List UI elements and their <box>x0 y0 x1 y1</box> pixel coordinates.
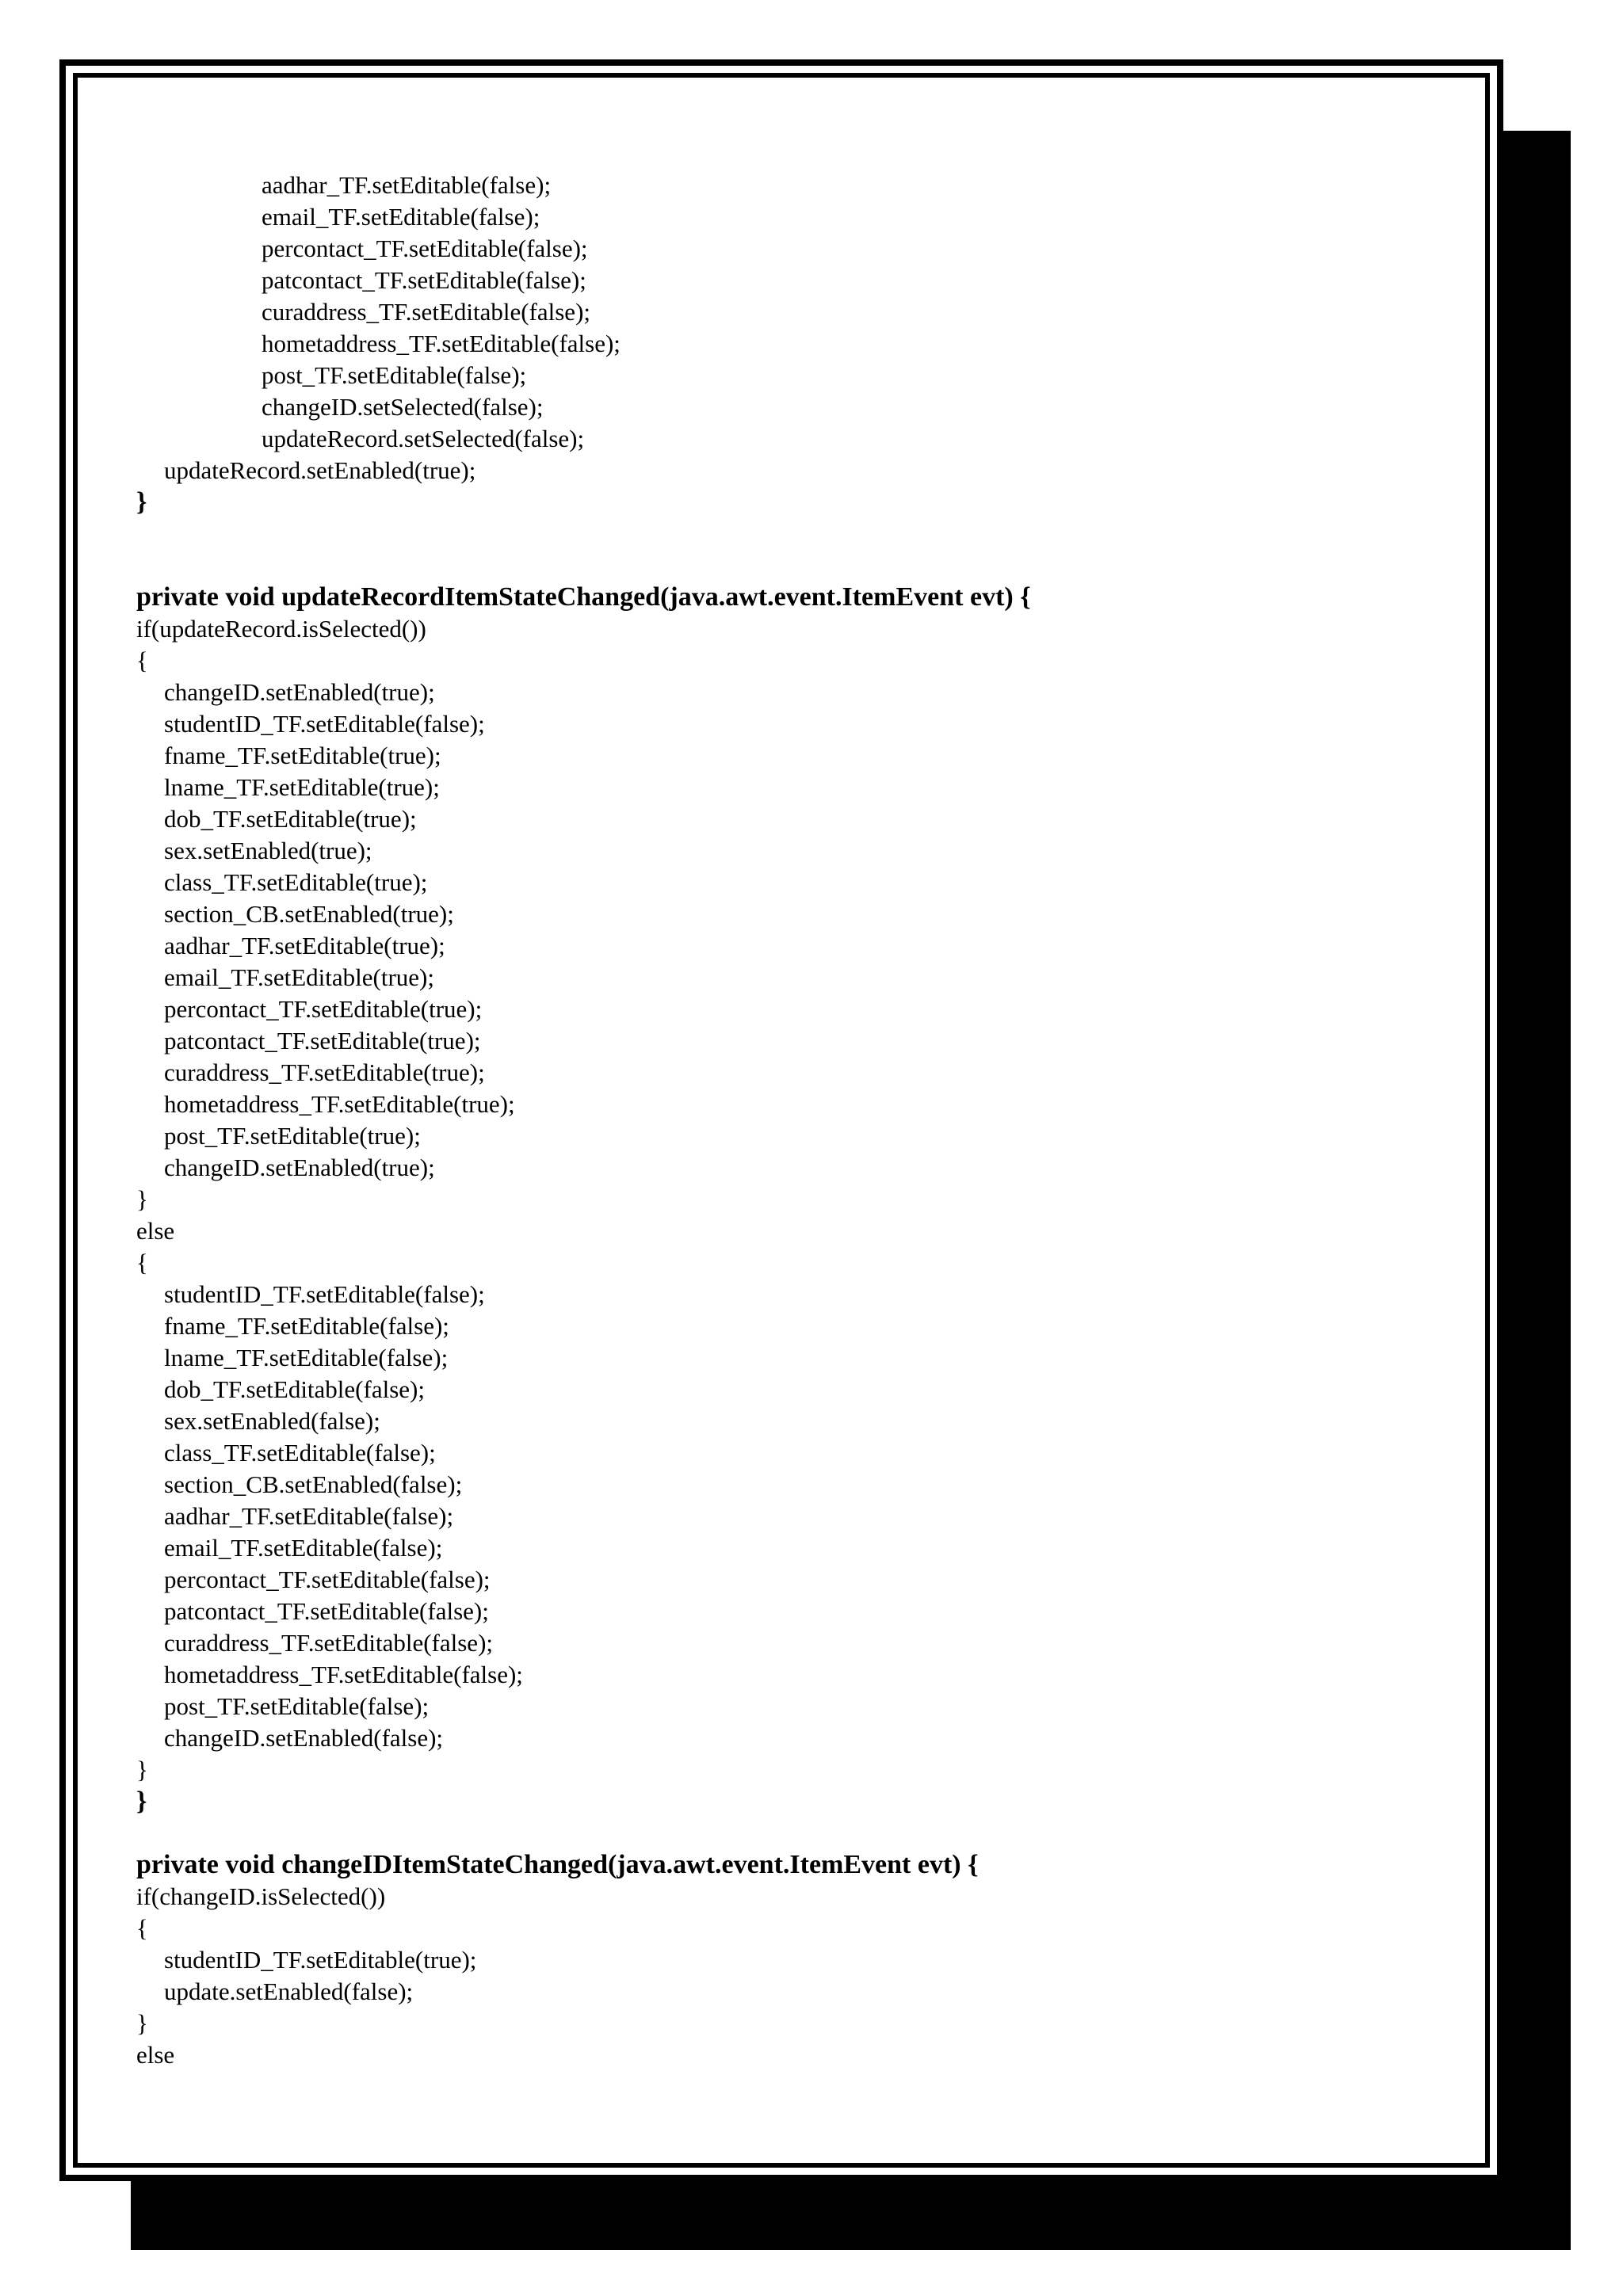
code-line: dob_TF.setEditable(true); <box>164 805 417 833</box>
code-line: patcontact_TF.setEditable(true); <box>164 1027 481 1055</box>
code-line: updateRecord.setSelected(false); <box>262 425 585 452</box>
code-line: else <box>136 1217 175 1245</box>
spacer <box>136 518 1468 582</box>
code-line: post_TF.setEditable(false); <box>262 361 527 389</box>
code-line: patcontact_TF.setEditable(false); <box>262 266 586 294</box>
code-line: email_TF.setEditable(false); <box>262 203 540 231</box>
code-line: section_CB.setEnabled(false); <box>164 1470 463 1498</box>
code-line: changeID.setSelected(false); <box>262 393 544 421</box>
code-line: curaddress_TF.setEditable(true); <box>164 1058 485 1086</box>
code-brace: } <box>136 2009 148 2037</box>
spacer <box>136 1817 1468 1849</box>
code-line: lname_TF.setEditable(false); <box>164 1344 449 1371</box>
code-line: changeID.setEnabled(true); <box>164 1154 435 1181</box>
code-line: hometaddress_TF.setEditable(false); <box>164 1661 523 1688</box>
code-line: class_TF.setEditable(true); <box>164 868 428 896</box>
code-line: changeID.setEnabled(true); <box>164 678 435 706</box>
code-line: changeID.setEnabled(false); <box>164 1724 444 1752</box>
code-line: studentID_TF.setEditable(true); <box>164 1946 477 1974</box>
code-line: percontact_TF.setEditable(false); <box>164 1566 491 1593</box>
method-signature: private void updateRecordItemStateChanged(java.awt.event.ItemEvent evt) { <box>136 582 1031 612</box>
code-line: hometaddress_TF.setEditable(true); <box>164 1090 515 1118</box>
code-line: percontact_TF.setEditable(false); <box>262 235 588 262</box>
code-line: email_TF.setEditable(false); <box>164 1534 443 1562</box>
code-brace: { <box>136 646 148 674</box>
code-listing <box>136 170 1468 2071</box>
code-line: curaddress_TF.setEditable(false); <box>262 298 591 326</box>
code-brace: } <box>136 1756 148 1783</box>
code-line: aadhar_TF.setEditable(true); <box>164 932 445 959</box>
code-line: class_TF.setEditable(false); <box>164 1439 436 1466</box>
code-line: sex.setEnabled(false); <box>164 1407 380 1435</box>
code-line: updateRecord.setEnabled(true); <box>164 456 476 484</box>
code-line: sex.setEnabled(true); <box>164 837 372 864</box>
code-brace: { <box>136 1249 148 1276</box>
code-line: if(changeID.isSelected()) <box>136 1882 386 1910</box>
code-brace: { <box>136 1914 148 1942</box>
code-line: post_TF.setEditable(true); <box>164 1122 421 1150</box>
code-line: aadhar_TF.setEditable(false); <box>164 1502 454 1530</box>
code-line: lname_TF.setEditable(true); <box>164 773 440 801</box>
code-line: dob_TF.setEditable(false); <box>164 1375 425 1403</box>
code-line: patcontact_TF.setEditable(false); <box>164 1597 489 1625</box>
code-line: curaddress_TF.setEditable(false); <box>164 1629 494 1657</box>
code-line: email_TF.setEditable(true); <box>164 963 434 991</box>
code-line: hometaddress_TF.setEditable(false); <box>262 330 621 357</box>
code-brace: } <box>136 487 147 517</box>
code-line: section_CB.setEnabled(true); <box>164 900 454 928</box>
code-line: update.setEnabled(false); <box>164 1978 414 2005</box>
code-brace: } <box>136 1185 148 1213</box>
code-line: else <box>136 2041 175 2069</box>
code-line: studentID_TF.setEditable(false); <box>164 1280 485 1308</box>
code-line: fname_TF.setEditable(false); <box>164 1312 449 1340</box>
code-line: percontact_TF.setEditable(true); <box>164 995 483 1023</box>
code-line: if(updateRecord.isSelected()) <box>136 615 426 643</box>
method-signature: private void changeIDItemStateChanged(java.awt.event.ItemEvent evt) { <box>136 1850 979 1879</box>
code-line: aadhar_TF.setEditable(false); <box>262 171 552 199</box>
code-line: post_TF.setEditable(false); <box>164 1692 430 1720</box>
code-line: studentID_TF.setEditable(false); <box>164 710 485 738</box>
code-line: fname_TF.setEditable(true); <box>164 742 441 769</box>
code-brace: } <box>136 1787 147 1816</box>
